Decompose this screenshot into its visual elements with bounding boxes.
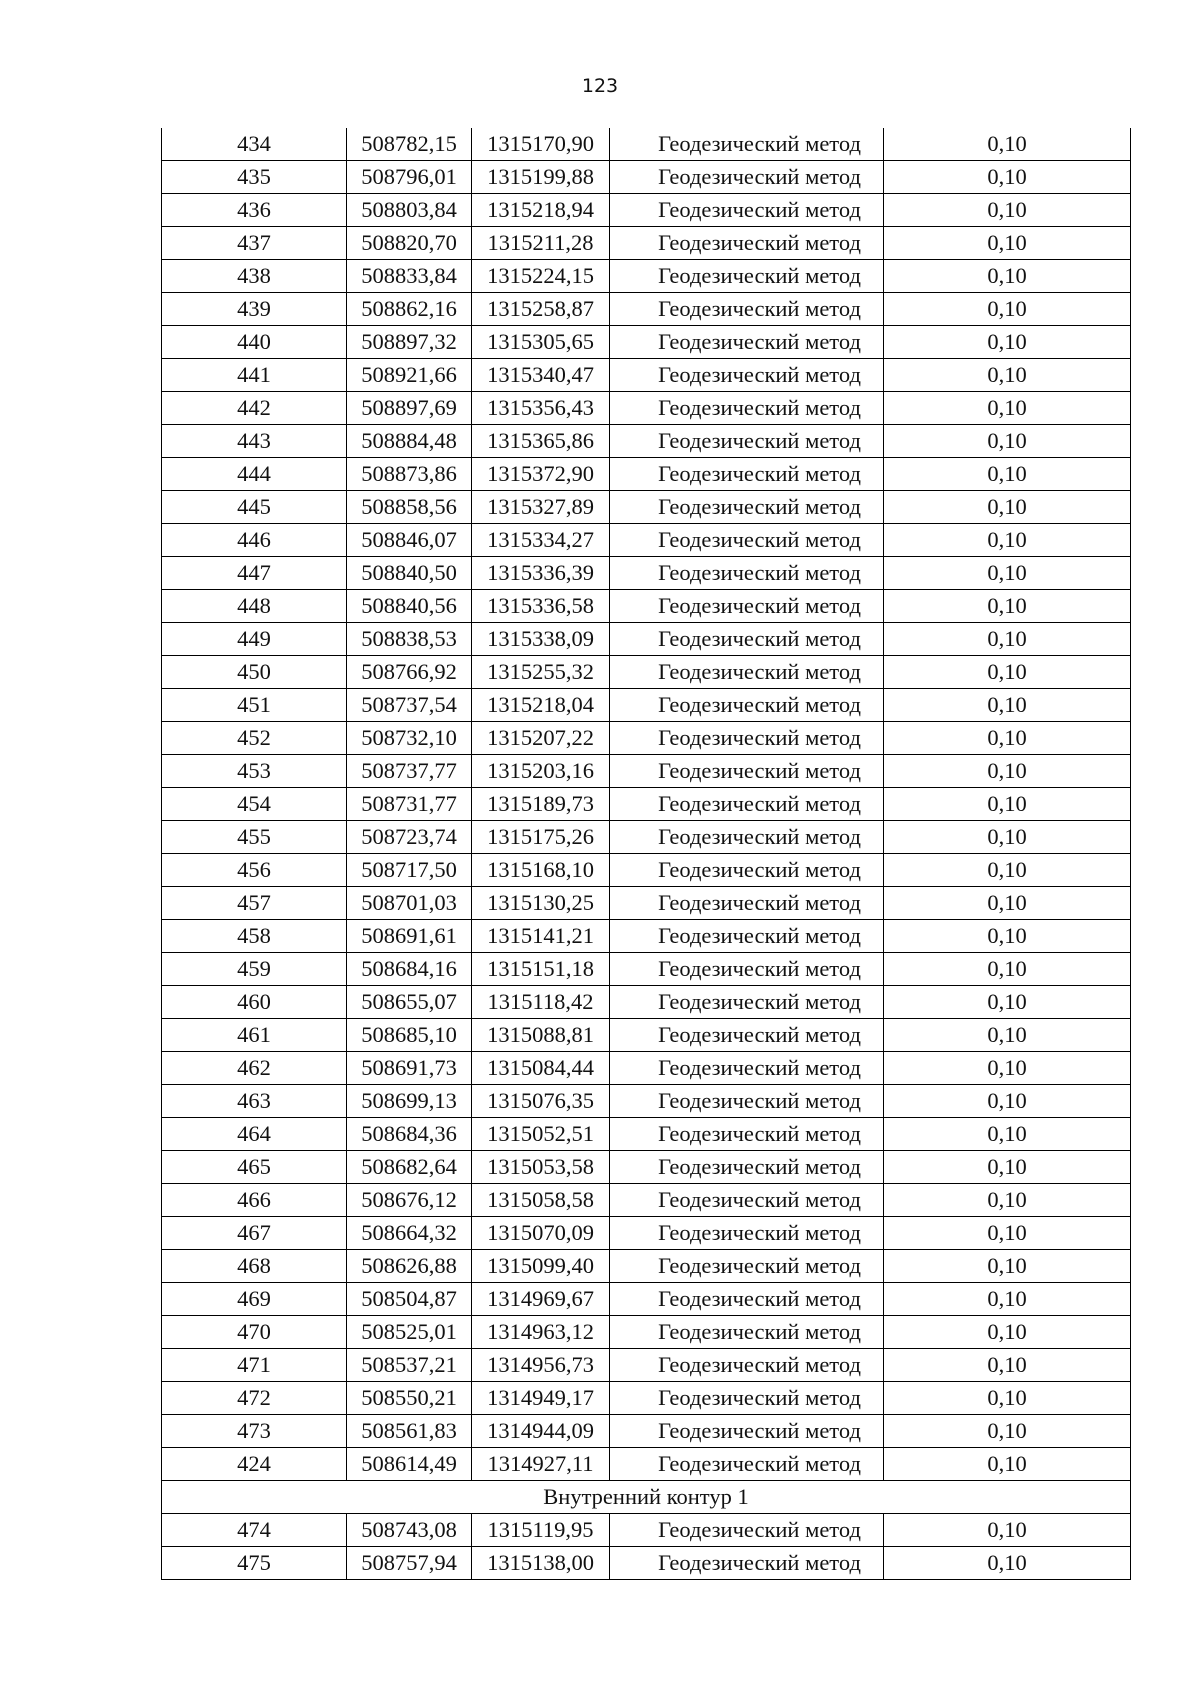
method-cell: Геодезический метод [610, 425, 884, 458]
method-cell: Геодезический метод [610, 194, 884, 227]
point-number-cell: 461 [162, 1019, 347, 1052]
method-cell: Геодезический метод [610, 524, 884, 557]
accuracy-cell: 0,10 [884, 788, 1131, 821]
point-number-cell: 470 [162, 1316, 347, 1349]
method-cell: Геодезический метод [610, 1184, 884, 1217]
table-row [162, 821, 1131, 854]
method-cell: Геодезический метод [610, 821, 884, 854]
point-number-cell: 453 [162, 755, 347, 788]
accuracy-cell: 0,10 [884, 1118, 1131, 1151]
accuracy-cell: 0,10 [884, 128, 1131, 161]
table-row [162, 425, 1131, 458]
table-row [162, 953, 1131, 986]
accuracy-cell: 0,10 [884, 1316, 1131, 1349]
table-row [162, 1382, 1131, 1415]
table-row [162, 689, 1131, 722]
x-coordinate-cell: 508682,64 [347, 1151, 472, 1184]
point-number-cell: 449 [162, 623, 347, 656]
x-coordinate-cell: 508723,74 [347, 821, 472, 854]
method-cell: Геодезический метод [610, 656, 884, 689]
x-coordinate-cell: 508840,50 [347, 557, 472, 590]
y-coordinate-cell: 1315058,58 [472, 1184, 610, 1217]
point-number-cell: 464 [162, 1118, 347, 1151]
y-coordinate-cell: 1315258,87 [472, 293, 610, 326]
method-cell: Геодезический метод [610, 1448, 884, 1481]
method-cell: Геодезический метод [610, 1118, 884, 1151]
y-coordinate-cell: 1315084,44 [472, 1052, 610, 1085]
table-row [162, 920, 1131, 953]
method-cell: Геодезический метод [610, 1547, 884, 1580]
method-cell: Геодезический метод [610, 260, 884, 293]
point-number-cell: 436 [162, 194, 347, 227]
accuracy-cell: 0,10 [884, 689, 1131, 722]
accuracy-cell: 0,10 [884, 1415, 1131, 1448]
point-number-cell: 444 [162, 458, 347, 491]
x-coordinate-cell: 508664,32 [347, 1217, 472, 1250]
y-coordinate-cell: 1315336,58 [472, 590, 610, 623]
method-cell: Геодезический метод [610, 161, 884, 194]
section-title: Внутренний контур 1 [162, 1481, 1131, 1514]
table-row [162, 755, 1131, 788]
table-row [162, 260, 1131, 293]
x-coordinate-cell: 508897,69 [347, 392, 472, 425]
point-number-cell: 441 [162, 359, 347, 392]
point-number-cell: 454 [162, 788, 347, 821]
accuracy-cell: 0,10 [884, 722, 1131, 755]
y-coordinate-cell: 1314949,17 [472, 1382, 610, 1415]
table-row [162, 887, 1131, 920]
point-number-cell: 435 [162, 161, 347, 194]
point-number-cell: 458 [162, 920, 347, 953]
y-coordinate-cell: 1315372,90 [472, 458, 610, 491]
point-number-cell: 468 [162, 1250, 347, 1283]
point-number-cell: 434 [162, 128, 347, 161]
y-coordinate-cell: 1314944,09 [472, 1415, 610, 1448]
x-coordinate-cell: 508537,21 [347, 1349, 472, 1382]
x-coordinate-cell: 508550,21 [347, 1382, 472, 1415]
point-number-cell: 472 [162, 1382, 347, 1415]
point-number-cell: 474 [162, 1514, 347, 1547]
method-cell: Геодезический метод [610, 1514, 884, 1547]
method-cell: Геодезический метод [610, 1085, 884, 1118]
coordinates-table [161, 128, 1131, 1580]
x-coordinate-cell: 508691,73 [347, 1052, 472, 1085]
point-number-cell: 466 [162, 1184, 347, 1217]
y-coordinate-cell: 1314969,67 [472, 1283, 610, 1316]
accuracy-cell: 0,10 [884, 161, 1131, 194]
point-number-cell: 456 [162, 854, 347, 887]
method-cell: Геодезический метод [610, 1382, 884, 1415]
y-coordinate-cell: 1315334,27 [472, 524, 610, 557]
method-cell: Геодезический метод [610, 557, 884, 590]
table-row [162, 1283, 1131, 1316]
accuracy-cell: 0,10 [884, 326, 1131, 359]
y-coordinate-cell: 1315211,28 [472, 227, 610, 260]
accuracy-cell: 0,10 [884, 1283, 1131, 1316]
table-row [162, 458, 1131, 491]
accuracy-cell: 0,10 [884, 1448, 1131, 1481]
y-coordinate-cell: 1315338,09 [472, 623, 610, 656]
method-cell: Геодезический метод [610, 1019, 884, 1052]
table-row [162, 1118, 1131, 1151]
x-coordinate-cell: 508858,56 [347, 491, 472, 524]
y-coordinate-cell: 1315141,21 [472, 920, 610, 953]
x-coordinate-cell: 508846,07 [347, 524, 472, 557]
x-coordinate-cell: 508884,48 [347, 425, 472, 458]
point-number-cell: 440 [162, 326, 347, 359]
method-cell: Геодезический метод [610, 128, 884, 161]
table-row [162, 788, 1131, 821]
point-number-cell: 467 [162, 1217, 347, 1250]
x-coordinate-cell: 508862,16 [347, 293, 472, 326]
y-coordinate-cell: 1315218,04 [472, 689, 610, 722]
x-coordinate-cell: 508684,36 [347, 1118, 472, 1151]
table-row [162, 722, 1131, 755]
point-number-cell: 451 [162, 689, 347, 722]
point-number-cell: 469 [162, 1283, 347, 1316]
table-row [162, 227, 1131, 260]
x-coordinate-cell: 508838,53 [347, 623, 472, 656]
table-body [162, 128, 1131, 1580]
x-coordinate-cell: 508626,88 [347, 1250, 472, 1283]
table-row [162, 161, 1131, 194]
method-cell: Геодезический метод [610, 920, 884, 953]
table-row [162, 359, 1131, 392]
x-coordinate-cell: 508699,13 [347, 1085, 472, 1118]
y-coordinate-cell: 1314963,12 [472, 1316, 610, 1349]
y-coordinate-cell: 1314956,73 [472, 1349, 610, 1382]
x-coordinate-cell: 508840,56 [347, 590, 472, 623]
accuracy-cell: 0,10 [884, 1349, 1131, 1382]
accuracy-cell: 0,10 [884, 986, 1131, 1019]
accuracy-cell: 0,10 [884, 854, 1131, 887]
accuracy-cell: 0,10 [884, 1184, 1131, 1217]
point-number-cell: 424 [162, 1448, 347, 1481]
y-coordinate-cell: 1315365,86 [472, 425, 610, 458]
point-number-cell: 443 [162, 425, 347, 458]
x-coordinate-cell: 508504,87 [347, 1283, 472, 1316]
x-coordinate-cell: 508525,01 [347, 1316, 472, 1349]
method-cell: Геодезический метод [610, 623, 884, 656]
y-coordinate-cell: 1315053,58 [472, 1151, 610, 1184]
method-cell: Геодезический метод [610, 227, 884, 260]
table-row [162, 194, 1131, 227]
x-coordinate-cell: 508717,50 [347, 854, 472, 887]
y-coordinate-cell: 1315224,15 [472, 260, 610, 293]
method-cell: Геодезический метод [610, 788, 884, 821]
accuracy-cell: 0,10 [884, 491, 1131, 524]
x-coordinate-cell: 508684,16 [347, 953, 472, 986]
y-coordinate-cell: 1315151,18 [472, 953, 610, 986]
x-coordinate-cell: 508561,83 [347, 1415, 472, 1448]
point-number-cell: 471 [162, 1349, 347, 1382]
accuracy-cell: 0,10 [884, 623, 1131, 656]
table-row [162, 128, 1131, 161]
x-coordinate-cell: 508833,84 [347, 260, 472, 293]
method-cell: Геодезический метод [610, 986, 884, 1019]
method-cell: Геодезический метод [610, 722, 884, 755]
method-cell: Геодезический метод [610, 854, 884, 887]
y-coordinate-cell: 1315340,47 [472, 359, 610, 392]
accuracy-cell: 0,10 [884, 1052, 1131, 1085]
table-row [162, 392, 1131, 425]
x-coordinate-cell: 508743,08 [347, 1514, 472, 1547]
point-number-cell: 475 [162, 1547, 347, 1580]
method-cell: Геодезический метод [610, 491, 884, 524]
table-row [162, 326, 1131, 359]
y-coordinate-cell: 1315305,65 [472, 326, 610, 359]
table-row [162, 524, 1131, 557]
point-number-cell: 445 [162, 491, 347, 524]
x-coordinate-cell: 508614,49 [347, 1448, 472, 1481]
method-cell: Геодезический метод [610, 1415, 884, 1448]
point-number-cell: 450 [162, 656, 347, 689]
table-row [162, 986, 1131, 1019]
x-coordinate-cell: 508691,61 [347, 920, 472, 953]
table-row [162, 1316, 1131, 1349]
method-cell: Геодезический метод [610, 458, 884, 491]
point-number-cell: 446 [162, 524, 347, 557]
accuracy-cell: 0,10 [884, 755, 1131, 788]
accuracy-cell: 0,10 [884, 227, 1131, 260]
point-number-cell: 465 [162, 1151, 347, 1184]
table-row [162, 1514, 1131, 1547]
point-number-cell: 447 [162, 557, 347, 590]
method-cell: Геодезический метод [610, 953, 884, 986]
y-coordinate-cell: 1315170,90 [472, 128, 610, 161]
x-coordinate-cell: 508766,92 [347, 656, 472, 689]
point-number-cell: 439 [162, 293, 347, 326]
table-row [162, 1547, 1131, 1580]
accuracy-cell: 0,10 [884, 1085, 1131, 1118]
accuracy-cell: 0,10 [884, 953, 1131, 986]
y-coordinate-cell: 1315076,35 [472, 1085, 610, 1118]
point-number-cell: 457 [162, 887, 347, 920]
method-cell: Геодезический метод [610, 1283, 884, 1316]
y-coordinate-cell: 1315168,10 [472, 854, 610, 887]
table-row [162, 1085, 1131, 1118]
accuracy-cell: 0,10 [884, 392, 1131, 425]
accuracy-cell: 0,10 [884, 425, 1131, 458]
y-coordinate-cell: 1315138,00 [472, 1547, 610, 1580]
table-row [162, 1349, 1131, 1382]
y-coordinate-cell: 1315336,39 [472, 557, 610, 590]
accuracy-cell: 0,10 [884, 359, 1131, 392]
y-coordinate-cell: 1315119,95 [472, 1514, 610, 1547]
accuracy-cell: 0,10 [884, 260, 1131, 293]
point-number-cell: 442 [162, 392, 347, 425]
point-number-cell: 437 [162, 227, 347, 260]
y-coordinate-cell: 1315070,09 [472, 1217, 610, 1250]
table-row [162, 1052, 1131, 1085]
accuracy-cell: 0,10 [884, 1514, 1131, 1547]
accuracy-cell: 0,10 [884, 656, 1131, 689]
method-cell: Геодезический метод [610, 755, 884, 788]
table-row [162, 623, 1131, 656]
x-coordinate-cell: 508782,15 [347, 128, 472, 161]
method-cell: Геодезический метод [610, 689, 884, 722]
point-number-cell: 448 [162, 590, 347, 623]
accuracy-cell: 0,10 [884, 293, 1131, 326]
table-row [162, 1217, 1131, 1250]
y-coordinate-cell: 1315327,89 [472, 491, 610, 524]
point-number-cell: 463 [162, 1085, 347, 1118]
x-coordinate-cell: 508732,10 [347, 722, 472, 755]
accuracy-cell: 0,10 [884, 920, 1131, 953]
accuracy-cell: 0,10 [884, 1382, 1131, 1415]
x-coordinate-cell: 508731,77 [347, 788, 472, 821]
point-number-cell: 459 [162, 953, 347, 986]
x-coordinate-cell: 508655,07 [347, 986, 472, 1019]
accuracy-cell: 0,10 [884, 1217, 1131, 1250]
table-row [162, 1415, 1131, 1448]
x-coordinate-cell: 508701,03 [347, 887, 472, 920]
table-row [162, 293, 1131, 326]
table-row [162, 491, 1131, 524]
point-number-cell: 462 [162, 1052, 347, 1085]
table-row [162, 656, 1131, 689]
y-coordinate-cell: 1315118,42 [472, 986, 610, 1019]
table-row [162, 854, 1131, 887]
method-cell: Геодезический метод [610, 293, 884, 326]
method-cell: Геодезический метод [610, 1250, 884, 1283]
method-cell: Геодезический метод [610, 1349, 884, 1382]
x-coordinate-cell: 508897,32 [347, 326, 472, 359]
page-number: 123 [581, 75, 619, 97]
accuracy-cell: 0,10 [884, 524, 1131, 557]
y-coordinate-cell: 1315199,88 [472, 161, 610, 194]
y-coordinate-cell: 1315052,51 [472, 1118, 610, 1151]
method-cell: Геодезический метод [610, 326, 884, 359]
method-cell: Геодезический метод [610, 392, 884, 425]
y-coordinate-cell: 1315175,26 [472, 821, 610, 854]
x-coordinate-cell: 508803,84 [347, 194, 472, 227]
section-header-row [162, 1481, 1131, 1514]
point-number-cell: 473 [162, 1415, 347, 1448]
method-cell: Геодезический метод [610, 1217, 884, 1250]
method-cell: Геодезический метод [610, 1052, 884, 1085]
accuracy-cell: 0,10 [884, 557, 1131, 590]
accuracy-cell: 0,10 [884, 194, 1131, 227]
y-coordinate-cell: 1315189,73 [472, 788, 610, 821]
x-coordinate-cell: 508921,66 [347, 359, 472, 392]
accuracy-cell: 0,10 [884, 1250, 1131, 1283]
table-row [162, 590, 1131, 623]
accuracy-cell: 0,10 [884, 458, 1131, 491]
method-cell: Геодезический метод [610, 359, 884, 392]
x-coordinate-cell: 508737,54 [347, 689, 472, 722]
y-coordinate-cell: 1315255,32 [472, 656, 610, 689]
method-cell: Геодезический метод [610, 1151, 884, 1184]
accuracy-cell: 0,10 [884, 1019, 1131, 1052]
point-number-cell: 455 [162, 821, 347, 854]
y-coordinate-cell: 1315207,22 [472, 722, 610, 755]
y-coordinate-cell: 1314927,11 [472, 1448, 610, 1481]
y-coordinate-cell: 1315130,25 [472, 887, 610, 920]
x-coordinate-cell: 508757,94 [347, 1547, 472, 1580]
point-number-cell: 460 [162, 986, 347, 1019]
y-coordinate-cell: 1315218,94 [472, 194, 610, 227]
table-row [162, 1019, 1131, 1052]
x-coordinate-cell: 508685,10 [347, 1019, 472, 1052]
table-row [162, 1184, 1131, 1217]
table-row [162, 1448, 1131, 1481]
table-row [162, 1250, 1131, 1283]
table-row [162, 1151, 1131, 1184]
x-coordinate-cell: 508676,12 [347, 1184, 472, 1217]
y-coordinate-cell: 1315203,16 [472, 755, 610, 788]
point-number-cell: 452 [162, 722, 347, 755]
table-row [162, 557, 1131, 590]
method-cell: Геодезический метод [610, 887, 884, 920]
x-coordinate-cell: 508737,77 [347, 755, 472, 788]
point-number-cell: 438 [162, 260, 347, 293]
x-coordinate-cell: 508820,70 [347, 227, 472, 260]
method-cell: Геодезический метод [610, 590, 884, 623]
accuracy-cell: 0,10 [884, 1151, 1131, 1184]
method-cell: Геодезический метод [610, 1316, 884, 1349]
accuracy-cell: 0,10 [884, 1547, 1131, 1580]
accuracy-cell: 0,10 [884, 887, 1131, 920]
y-coordinate-cell: 1315088,81 [472, 1019, 610, 1052]
y-coordinate-cell: 1315099,40 [472, 1250, 610, 1283]
y-coordinate-cell: 1315356,43 [472, 392, 610, 425]
accuracy-cell: 0,10 [884, 821, 1131, 854]
x-coordinate-cell: 508796,01 [347, 161, 472, 194]
x-coordinate-cell: 508873,86 [347, 458, 472, 491]
accuracy-cell: 0,10 [884, 590, 1131, 623]
